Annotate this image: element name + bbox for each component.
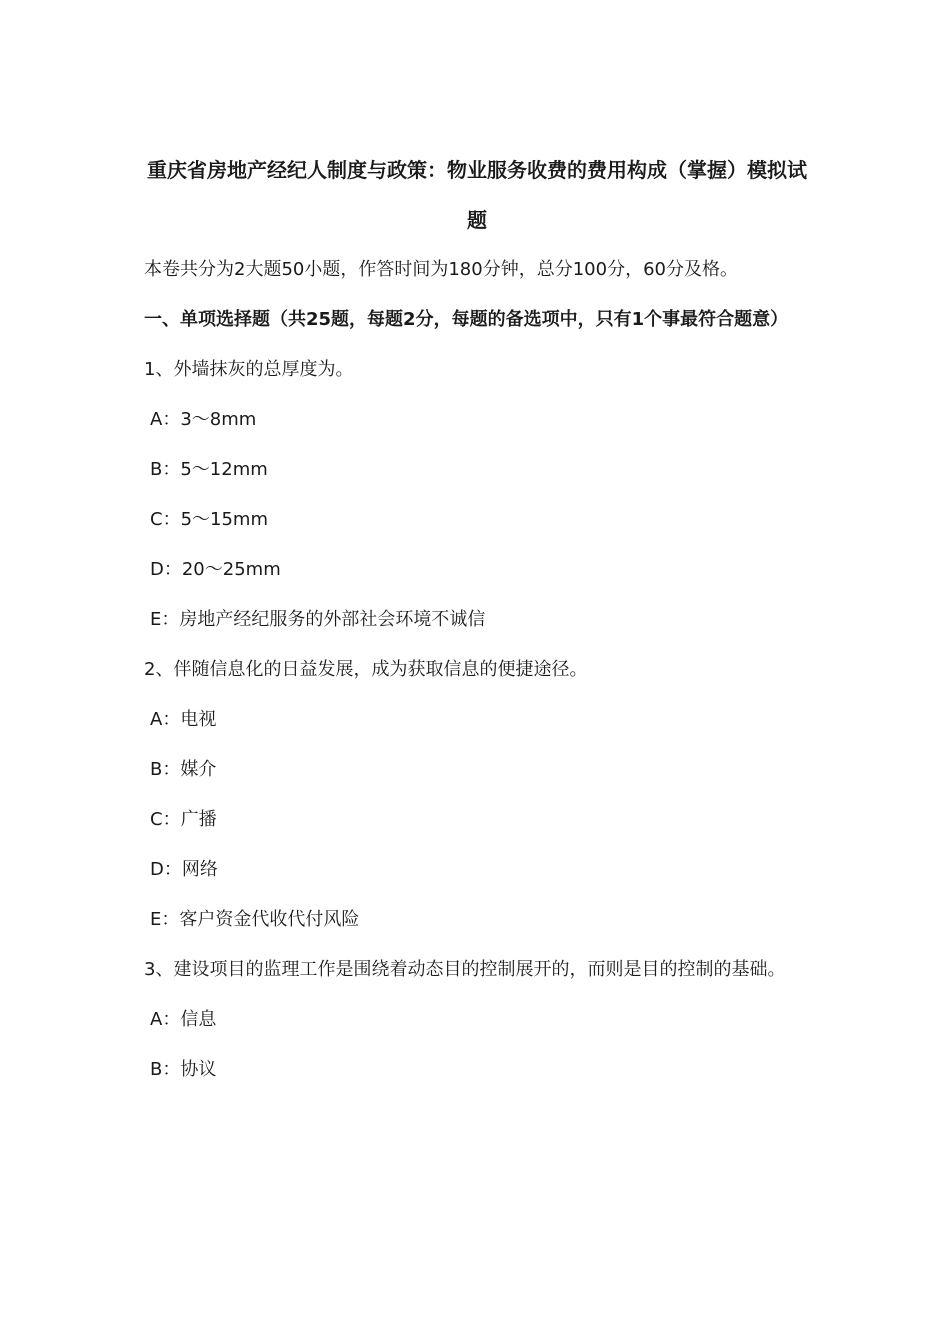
question-option: B：5～12mm (150, 459, 268, 480)
question-option: D：网络 (150, 859, 218, 880)
question-stem: 3、建设项目的监理工作是围绕着动态目的控制展开的，而则是目的控制的基础。 (144, 959, 786, 980)
question-option: A：信息 (150, 1009, 217, 1030)
question-option: E：房地产经纪服务的外部社会环境不诚信 (150, 609, 486, 630)
exam-intro: 本卷共分为2大题50小题，作答时间为180分钟，总分100分，60分及格。 (144, 259, 738, 280)
question-option: B：媒介 (150, 759, 217, 780)
section-heading: 一、单项选择题（共25题，每题2分，每题的备选项中，只有1个事最符合题意） (144, 309, 789, 330)
question-option: C：5～15mm (150, 509, 268, 530)
question-2 (144, 645, 810, 945)
question-option: D：20～25mm (150, 559, 281, 580)
question-option: E：客户资金代收代付风险 (150, 909, 360, 930)
question-option: C：广播 (150, 809, 217, 830)
question-3 (144, 945, 810, 1095)
question-option: A：3～8mm (150, 409, 257, 430)
question-stem: 2、伴随信息化的日益发展，成为获取信息的便捷途径。 (144, 659, 588, 680)
question-option: B：协议 (150, 1059, 217, 1080)
question-option: A：电视 (150, 709, 217, 730)
question-1 (144, 345, 810, 645)
question-stem: 1、外墙抹灰的总厚度为。 (144, 359, 354, 380)
document-title: 重庆省房地产经纪人制度与政策：物业服务收费的费用构成（掌握）模拟试题 (147, 158, 807, 232)
document-page (144, 145, 810, 1095)
